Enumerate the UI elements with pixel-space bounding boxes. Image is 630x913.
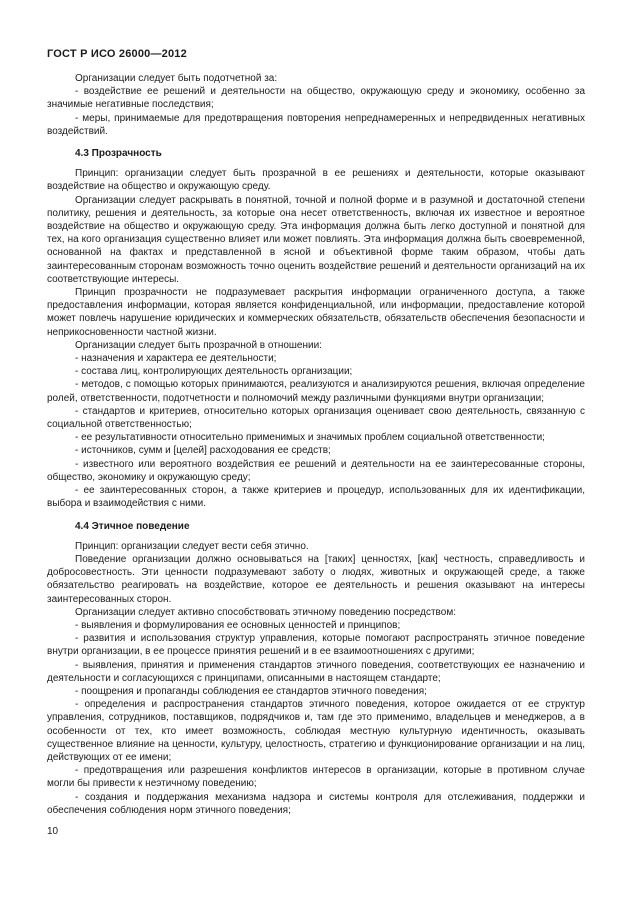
list-item-paragraph: - предотвращения или разрешения конфликтов интересов в организации, которые в противном случае могли бы привести к неэтичному поведению; (47, 765, 585, 790)
list-item-paragraph: - назначения и характера ее деятельности; (75, 353, 277, 365)
body-paragraph: Организации следует быть прозрачной в отношении: (75, 339, 322, 351)
document-content (47, 72, 585, 817)
body-paragraph: Организации следует раскрывать в понятной, точной и полной форме и в разумной и достаточной степени политику, решения и деятельность, за которые она несет ответственность, включая их известное и вероятное воздействие на общество и окружающую среду. Эта информация должна быть легко доступной и понятной для тех, на кого организация существенно влияет или может повлиять. Эта информация должна быть своевременной, основанной на фактах и представленной в ясной и объективной форме таким образом, чтобы дать заинтересованным сторонам возможность точно оценить воздействие решений и деятельности организаций на их соответствующие интересы. (47, 194, 585, 285)
section-heading: 4.4 Этичное поведение (75, 520, 190, 532)
list-item-paragraph: - определения и распространения стандартов этичного поведения, которое ожидается от ее структур управления, сотрудников, поставщиков, подрядчиков и, там где это применимо, владельцев и менеджеров, а в особенности от тех, кто имеет возможность, соблюдая местную культурную идентичность, оказывать существенное влияние на ценности, культуру, целостность, стратегию и функционирование организации и на лиц, действующих от ее имени; (47, 699, 585, 763)
section-heading: 4.3 Прозрачность (75, 148, 162, 160)
list-item-paragraph: - поощрения и пропаганды соблюдения ее стандартов этичного поведения; (75, 685, 427, 697)
body-paragraph: Поведение организации должно основываться на [таких] ценностях, [как] честность, справедливость и добросовестность. Эти ценности подразумевают заботу о людях, животных и окружающей среде, а также обязательство реагировать на воздействие, которое ее деятельность и решения оказывают на интересы заинтересованных сторон. (47, 553, 585, 605)
list-item-paragraph: - выявления, принятия и применения стандартов этичного поведения, соответствующих ее назначению и деятельности и согласующихся с принципами, описанными в настоящем стандарте; (47, 659, 585, 684)
list-item-paragraph: - воздействие ее решений и деятельности на общество, окружающую среду и экономику, особенно за значимые негативные последствия; (47, 86, 585, 111)
list-item-paragraph: - ее заинтересованных сторон, а также критериев и процедур, использованных для их идентификации, выбора и взаимодействия с ними. (47, 485, 585, 510)
document-header-title: ГОСТ Р ИСО 26000—2012 (47, 48, 187, 60)
page-number: 10 (47, 826, 59, 837)
body-paragraph: Организации следует быть подотчетной за: (75, 73, 278, 84)
list-item-paragraph: - источников, сумм и [целей] расходования ее средств; (75, 445, 331, 457)
body-paragraph: Принцип: организации следует вести себя этично. (75, 540, 309, 552)
body-paragraph: Принцип: организации следует быть прозрачной в ее решениях и деятельности, которые оказывают воздействие на общество и окружающую среду. (47, 168, 585, 193)
list-item-paragraph: - развития и использования структур управления, которые помогают распространять этичное поведение внутри организации, в ее процессе принятия решений и в ее взаимоотношениях с другими; (47, 633, 585, 658)
list-item-paragraph: - стандартов и критериев, относительно которых организация оценивает свою деятельность, связанную с социальной ответственностью; (47, 405, 585, 431)
list-item-paragraph: - методов, с помощью которых принимаются, реализуются и анализируются решения, включая определение ролей, ответственности, подотчетности и полномочий между различными функциями внутри организации; (47, 379, 585, 404)
list-item-paragraph: - меры, принимаемые для предотвращения повторения непреднамеренных и непредвиденных негативных воздействий. (47, 112, 585, 137)
list-item-paragraph: - создания и поддержания механизма надзора и системы контроля для отслеживания, поддержки и обеспечения соблюдения норм этичного поведения; (47, 791, 585, 816)
body-paragraph: Организации следует активно способствовать этичному поведению посредством: (75, 606, 456, 618)
body-paragraph: Принцип прозрачности не подразумевает раскрытия информации ограниченного доступа, а также предоставления информации, которая является конфиденциальной, или информации, предоставление которой может повлечь нарушение юридических и коммерческих обязательств, обязательств обеспечения безопасности и неприкосновенности частной жизни. (47, 287, 585, 338)
list-item-paragraph: - состава лиц, контролирующих деятельность организации; (75, 366, 353, 378)
list-item-paragraph: - известного или вероятного воздействия ее решений и деятельности на ее заинтересованные стороны, общество, экономику и окружающую среду; (47, 458, 585, 483)
list-item-paragraph: - выявления и формулирования ее основных ценностей и принципов; (75, 619, 401, 631)
list-item-paragraph: - ее результативности относительно применимых и значимых проблем социальной ответственности; (75, 432, 545, 444)
